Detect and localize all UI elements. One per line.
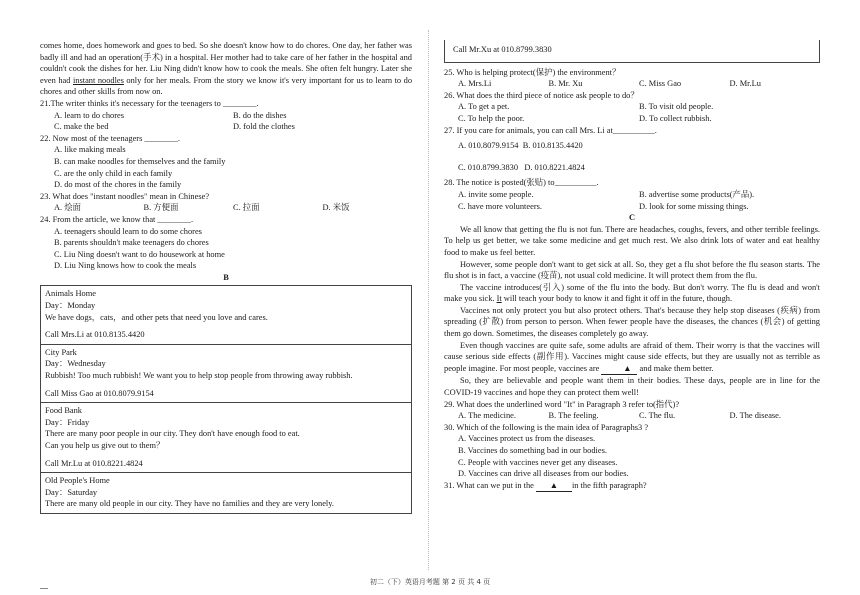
option-a: A. invite some people. (458, 189, 534, 199)
notice-continued (444, 40, 820, 63)
question-27 (444, 125, 820, 174)
option-d: D. 010.8221.4824 (524, 162, 585, 172)
option-a: A. 010.8079.9154 (458, 141, 519, 151)
option-c: C. 拉面 (233, 203, 260, 213)
question-stem: 27. If you care for animals, you can call Mrs. Li at__________. (444, 125, 657, 135)
question-stem: 25. Who is helping protect(保护) the environment？ (444, 67, 621, 77)
question-stem-rest: in the fifth paragraph? (571, 480, 647, 490)
triangle-icon: ▲ (623, 363, 632, 373)
option-d: D. The disease. (729, 411, 781, 421)
option-b: B. To visit old people. (639, 102, 714, 112)
option-b: B. 方便面 (143, 203, 179, 213)
notice-title: City Park (45, 347, 77, 357)
option-b: B. Vaccines do something bad in our bodies. (458, 446, 607, 455)
question-stem: 23. What does "instant noodles" mean in Chinese? (40, 191, 210, 201)
paragraph-text-rest: will teach your body to know it and fight it off in the future, though. (501, 294, 733, 304)
question-stem: 29. What does the underlined word "It" in Paragraph 3 refer to(指代)? (444, 399, 680, 409)
notice-food-bank (41, 403, 411, 473)
option-a: A. like making meals (54, 145, 126, 155)
option-c: C. make the bed (54, 122, 109, 132)
question-26 (444, 90, 820, 125)
option-d: D. look for some missing things. (639, 201, 749, 211)
question-stem: 30. Which of the following is the main idea of Paragraphs3 ? (444, 422, 649, 432)
question-22 (40, 133, 412, 191)
question-24 (40, 214, 412, 272)
option-c: C. Miss Gao (639, 79, 682, 89)
right-column (444, 40, 820, 492)
option-a: A. Mrs.Li (458, 79, 492, 89)
passage-c-paragraph-1: We all know that getting the flu is not fun. There are headaches, coughs, fevers, and other terrible feelings. To help us get better, we take some medicine and get much rest. We also drink lots of water and eat healthy food to make us feel better. (444, 224, 820, 257)
left-column (40, 40, 412, 514)
option-d: D. Mr.Lu (729, 79, 761, 89)
option-a: A. teenagers should learn to do some chores (54, 226, 202, 236)
notice-city-park (41, 345, 411, 403)
paragraph-text-rest: and make them better. (639, 363, 714, 373)
option-c: C. have more volunteers. (458, 201, 542, 211)
option-b: B. can make noodles for themselves and the family (54, 156, 226, 166)
passage-text-2: only for her meals. From the story we know it's very important for us to learn to do chores and other skills from now on. (40, 75, 413, 97)
notice-body: There are many poor people in our city. They don't have enough food to eat. Can you help us give out to them？ (45, 429, 300, 450)
notice-table (40, 285, 412, 514)
notice-day: Day：Wednesday (45, 359, 106, 369)
notice-call: Call Mrs.Li at 010.8135.4420 (45, 330, 145, 340)
option-c: C. Liu Ning doesn't want to do housework at home (54, 249, 225, 259)
fill-in-blank (536, 480, 572, 493)
notice-day: Day：Friday (45, 417, 90, 427)
option-d: D. fold the clothes (233, 122, 295, 132)
question-28 (444, 177, 820, 212)
section-heading-b: B (223, 272, 229, 282)
passage-c-paragraph-5 (444, 340, 820, 376)
option-b: B. 010.8135.4420 (522, 141, 583, 151)
notice-animals-home (41, 286, 411, 344)
option-c: C. To help the poor. (458, 113, 525, 123)
question-25 (444, 67, 820, 90)
question-30 (444, 422, 820, 480)
option-d: D. Vaccines can drive all diseases from our bodies. (458, 469, 629, 479)
option-b: B. The feeling. (548, 411, 599, 421)
question-31 (444, 480, 820, 493)
option-b: B. parents shouldn't make teenagers do chores (54, 238, 209, 248)
passage-text: comes home, does homework and goes to bed. So she doesn't know how to do chores. One day, her father was badly ill and had an operation(手术) in a hospital. Her mother had to take care of her father in the hospital and couldn't cook the dishes for her. Liu Ning didn't know how to cook the meals. She often felt hungry. Later she even had (40, 41, 412, 85)
option-d: D. 米饭 (322, 203, 350, 213)
option-c: C. are the only child in each family (54, 168, 173, 178)
option-b: B. advertise some products(产品). (639, 189, 755, 199)
option-c: C. The flu. (639, 411, 676, 421)
option-c: C. 010.8799.3830 (458, 162, 519, 172)
passage-c-paragraph-3 (444, 282, 820, 305)
question-29 (444, 399, 820, 422)
option-a: A. learn to do chores (54, 110, 125, 120)
question-stem: 28. The notice is posted(张贴) to__________. (444, 178, 599, 188)
underlined-word: It (496, 294, 502, 304)
question-stem: 24. From the article, we know that ________. (40, 214, 194, 224)
notice-body: Rubbish! Too much rubbish! We want you to help stop people from throwing away rubbish. (45, 371, 353, 381)
notice-day: Day：Saturday (45, 487, 98, 497)
option-d: D. To collect rubbish. (639, 113, 712, 123)
option-b: B. Mr. Xu (548, 79, 583, 89)
question-stem: 21.The writer thinks it's necessary for the teenagers to ________. (40, 98, 259, 108)
notice-call: Call Miss Gao at 010.8079.9154 (45, 388, 154, 398)
passage-c-paragraph-6: So, they are believable and people want them in their bodies. These days, people are in line for the COVID-19 vaccines and hope they can protect them well! (444, 376, 820, 398)
triangle-icon: ▲ (549, 480, 559, 490)
option-a: A. The medicine. (458, 411, 516, 421)
passage-c-paragraph-2: However, some people don't want to get sick at all. So, they get a flu shot before the flu season starts. The flu shot is in fact, a vaccine (疫苗), not usual cold medicine. It will protect them from the flu. (444, 259, 820, 281)
question-21 (40, 98, 412, 133)
notice-body: We have dogs，cats，and other pets that need you love and cares. (45, 312, 268, 322)
question-23 (40, 191, 412, 214)
option-a: A. Vaccines protect us from the diseases. (458, 434, 596, 444)
option-b: B. do the dishes (233, 110, 287, 120)
notice-call: Call Mr.Lu at 010.8221.4824 (45, 458, 143, 468)
page-fold-line (428, 30, 429, 570)
notice-day: Day：Monday (45, 301, 96, 311)
corner-mark (40, 588, 48, 589)
option-a: A. 烩面 (54, 203, 81, 213)
passage-a-ending (40, 40, 412, 98)
question-stem: 26. What does the third piece of notice ask people to do？ (444, 90, 639, 100)
option-d: D. Liu Ning knows how to cook the meals (54, 261, 197, 271)
notice-call: Call Mr.Xu at 010.8799.3830 (453, 45, 552, 54)
notice-title: Food Bank (45, 406, 82, 416)
notice-old-peoples-home (41, 473, 411, 513)
paragraph-text: The vaccine introduces(引入) some of the flu into the body. But don't worry. The flu is dead and won't make you sick. (444, 282, 820, 304)
notice-title: Animals Home (45, 289, 96, 299)
notice-title: Old People's Home (45, 476, 110, 486)
fill-in-blank (601, 363, 637, 376)
option-c: C. People with vaccines never get any diseases. (458, 457, 618, 467)
notice-body: There are many old people in our city. They have no families and they are very lonely. (45, 499, 334, 509)
question-stem: 22. Now most of the teenagers ________. (40, 133, 181, 143)
passage-c-paragraph-4: Vaccines not only protect you but also protect others. That's because they help stop diseases (疾病) from spreading (扩散) from person to person. When fewer people have the diseases, the chances (机会) of getting them go down. Sometimes, the diseases completely go away. (444, 305, 820, 339)
option-d: D. do most of the chores in the family (54, 180, 182, 190)
page-footer: 初二（下）英语月考题 第 2 页 共 4 页 (369, 578, 491, 586)
question-stem: 31. What can we put in the (444, 480, 534, 490)
option-a: A. To get a pet. (458, 102, 510, 112)
paragraph-text: Even though vaccines are quite safe, some adults are afraid of them. Their worry is that the vaccines will cause serious side effects (副作用). Vaccines might cause side effects, but they are usually not as terrible as people imagine. For most people, vaccines are (444, 340, 820, 373)
section-heading-c: C (628, 213, 636, 223)
underlined-phrase: instant noodles (72, 75, 124, 85)
